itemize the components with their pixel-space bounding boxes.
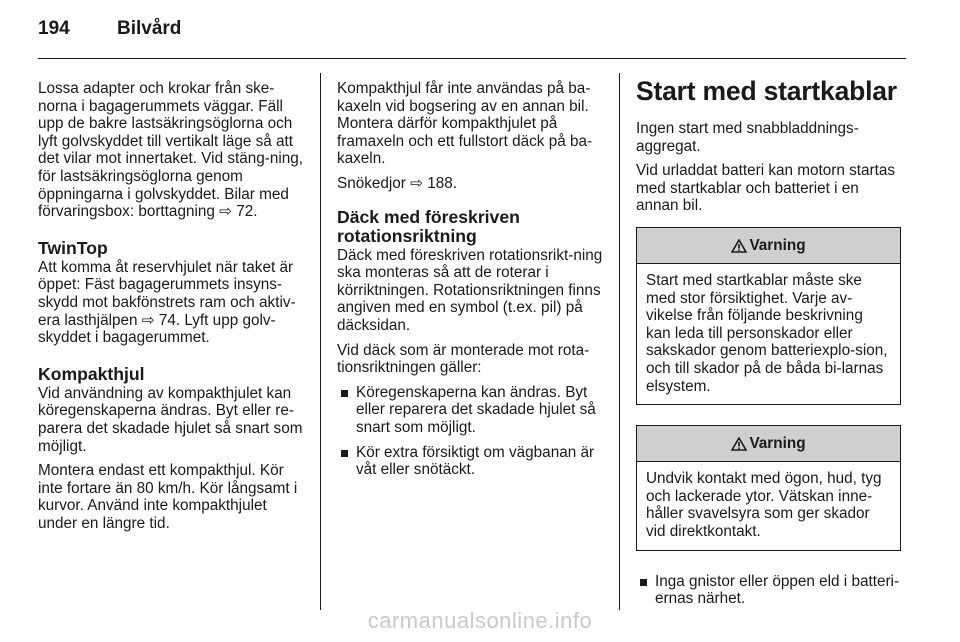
twintop-text-2: Lyft upp golv-skyddet i bagagerummet. [38,311,276,347]
list-item [636,573,901,608]
intro-text: Lossa adapter och krokar från ske-norna i bagagerummets väggar. Fäll upp de bakre lastsäkringsöglorna och lyft golvskyddet till vertikalt läge så att det vilar mot innertaket. Vid stäng-ning, för lastsäkringsöglorna genom öppningarna i golvskyddet. Bilar med förvaringsbox: borttagning [38,80,304,221]
warning-box-1 [636,227,901,405]
jump-start-paragraph: Vid urladdat batteri kan motorn startas med startkablar och batteriet i en annan bil. [636,162,896,215]
twintop-text: Att komma åt reservhjulet när taket är öppet: Fäst bagagerummets insyns-skydd mot bakfönstrets ram och aktiv-era lasthjälpen [38,258,296,329]
page-header [38,18,181,40]
square-bullet-icon [640,579,647,586]
column-divider-2 [619,73,620,610]
rotation-paragraph: Däck med föreskriven rotationsrikt-ning ska monteras så att de roterar i körriktningen. Rotationsriktningen finns angiven med en symbol (t.ex. pil) på däcksidan. [337,246,603,334]
twintop-page-ref[interactable]: 74. [158,311,181,329]
warning-header [637,228,900,264]
warning-title: Varning [749,236,806,254]
warning-header [637,426,900,462]
snow-chains-paragraph [337,175,605,193]
no-quick-charger-paragraph: Ingen start med snabbladdnings-aggregat. [636,120,859,155]
kompakthjul-heading: Kompakthjul [38,363,145,384]
watermark: carmanualsonline.info [367,608,593,633]
warning-triangle-icon [731,239,747,253]
intro-paragraph [38,80,306,221]
square-bullet-icon [341,450,348,457]
section-title: Bilvård [117,18,182,39]
warning-box-2 [636,425,901,550]
kompakthjul-paragraph-1: Vid användning av kompakthjulet kan köregenskaperna ändras. Byt eller re-parera det skadade hjulet så snart som möjligt. [38,384,303,455]
list-item [337,384,605,437]
twintop-heading: TwinTop [38,237,108,258]
rotation-heading: Däck med föreskriven rotationsriktning [337,206,520,246]
column-2 [337,80,605,486]
start-cables-heading: Start med startkablar [636,76,897,106]
warning-body: Undvik kontakt med ögon, hud, tyg och lackerade ytor. Vätskan inne-håller svavelsyra som ger skador vid direktkontakt. [646,470,882,540]
compact-axle-paragraph: Kompakthjul får inte användas på ba-kaxeln vid bogsering av en annan bil. Montera därför kompakthjulet på framaxeln och ett fullstort däck på ba-kaxeln. [337,80,593,168]
list-item-text: Kör extra försiktigt om vägbanan är våt eller snötäckt. [356,443,595,479]
list-item-text: Inga gnistor eller öppen eld i batteri-ernas närhet. [655,572,900,608]
square-bullet-icon [341,390,348,397]
header-rule [38,58,906,59]
ref-arrow-icon: ⇨ [219,203,232,221]
intro-page-ref[interactable]: 72. [236,203,258,221]
column-divider-1 [320,73,321,610]
twintop-paragraph [38,259,306,347]
ref-arrow-icon: ⇨ [410,174,423,192]
list-item [337,444,605,479]
list-item-text: Köregenskaperna kan ändras. Byt eller reparera det skadade hjulet så snart som möjligt. [356,383,596,436]
page-number: 194 [38,18,70,39]
kompakthjul-paragraph-2: Montera endast ett kompakthjul. Kör inte fortare än 80 km/h. Kör långsamt i kurvor. Använd inte kompakthjulet under en längre tid. [38,462,298,532]
rotation-paragraph-2: Vid däck som är monterade mot rota-tionsriktningen gäller: [337,341,590,377]
warning-triangle-icon [731,437,747,451]
warning-body: Start med startkablar måste ske med stor försiktighet. Varje av-vikelse från följande beskrivning kan leda till personskador eller sakskador genom batteriexplo-sion, och till skador på de båda bi-larnas elsystem. [646,271,888,395]
warning-title: Varning [749,435,806,453]
column-3 [636,76,901,615]
snow-chains-page-ref[interactable]: 188. [427,174,457,192]
snow-chains-text: Snökedjor [337,174,406,192]
ref-arrow-icon: ⇨ [141,311,155,329]
column-1 [38,80,306,539]
